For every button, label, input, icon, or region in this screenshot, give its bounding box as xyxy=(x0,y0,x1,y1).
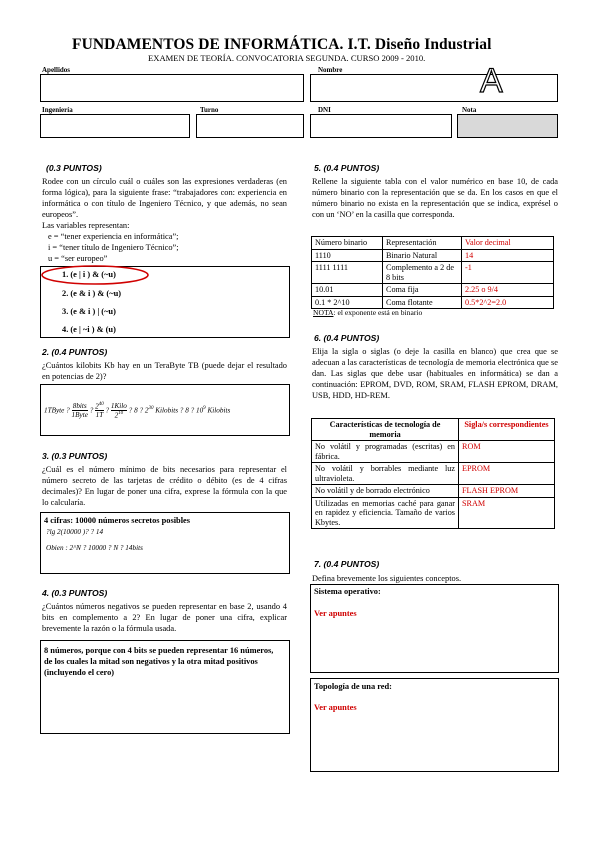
q2-text: ¿Cuántos kilobits Kb hay en un TeraByte TB (puede dejar el resultado en potencias de 2)? xyxy=(42,361,287,381)
table-row xyxy=(312,249,554,262)
q2-f-den2: 1T xyxy=(95,411,104,420)
q2-f-den3: 2 xyxy=(114,411,119,420)
q1-option-4[interactable]: 4. (e | ~i ) & (u) xyxy=(62,325,116,334)
q2-f-num1: 8bits xyxy=(72,402,87,411)
q5-r1-value[interactable]: 14 xyxy=(462,249,554,262)
answer-circle-mark xyxy=(40,264,150,286)
q2-f-den3-exp: 10 xyxy=(118,411,124,416)
nota-label: Nota xyxy=(462,106,477,114)
q5-col-binario: Número binario xyxy=(312,237,383,250)
table-row xyxy=(312,441,555,463)
q3-heading: 3. (0.3 PUNTOS) xyxy=(42,451,108,461)
exam-subtitle: EXAMEN DE TEORÍA. CONVOCATORIA SEGUNDA. CURSO 2009 - 2010. xyxy=(148,53,426,63)
q5-note xyxy=(313,308,422,317)
q2-f-unit: Kilobits xyxy=(207,406,231,415)
nombre-label: Nombre xyxy=(318,66,343,74)
apellidos-field[interactable] xyxy=(40,74,304,102)
q5-text: Rellene la siguiente tabla con el valor numérico en base 10, de cada número binario con la representación que se da. En los casos en que el número binario no exista en la representación que se indica, exprésel o con un ‘NO’ en la casilla que corresponda. xyxy=(312,177,558,219)
exam-model-letter: A xyxy=(480,62,503,100)
q2-formula xyxy=(44,402,230,419)
q7-concept2-title: Topología de una red: xyxy=(314,682,392,691)
q5-table xyxy=(311,236,554,309)
q3-formula-1: ?lg 2(10000 )? ? 14 xyxy=(46,528,104,536)
q5-heading: 5. (0.4 PUNTOS) xyxy=(314,163,380,173)
q2-f-op4: Kilobits ? 8 ? 10 xyxy=(155,406,204,415)
q7-concept1-title: Sistema operativo: xyxy=(314,587,381,596)
q1-var-e: e = “tener experiencia en informática”; xyxy=(48,232,179,241)
q1-option-2[interactable]: 2. (e & i ) & (~u) xyxy=(62,289,122,298)
nombre-field[interactable] xyxy=(310,74,558,102)
q5-r2-repr: Complemento a 2 de 8 bits xyxy=(383,262,462,284)
table-header-row xyxy=(312,419,555,441)
page-title: FUNDAMENTOS DE INFORMÁTICA. I.T. Diseño Industrial xyxy=(72,36,492,53)
q4-heading: 4. (0.3 PUNTOS) xyxy=(42,588,108,598)
q5-r3-value[interactable]: 2.25 o 9/4 xyxy=(462,284,554,297)
q6-r3-caract: No volátil y de borrado electrónico xyxy=(312,485,459,498)
table-row xyxy=(312,485,555,498)
q6-r2-caract: No volátil y borrables mediante luz ultravioleta. xyxy=(312,463,459,485)
q1-var-u: u = “ser europeo” xyxy=(48,254,108,263)
q5-r4-repr: Coma flotante xyxy=(383,296,462,309)
q1-var-i: i = “tener título de Ingeniero Técnico”; xyxy=(48,243,179,252)
q6-heading: 6. (0.4 PUNTOS) xyxy=(314,333,380,343)
q3-formula-2: Obien : 2^N ? 10000 ? N ? 14bits xyxy=(46,544,143,552)
q5-r4-binary: 0.1 * 2^10 xyxy=(312,296,383,309)
table-row xyxy=(312,262,554,284)
q5-note-label: NOTA xyxy=(313,308,334,317)
q5-r4-value[interactable]: 0.5*2^2=2.0 xyxy=(462,296,554,309)
ingenieria-label: Ingeniería xyxy=(42,106,73,114)
q5-note-text: : el exponente está en binario xyxy=(333,308,423,317)
q2-f-op3: ? 8 ? 2 xyxy=(128,406,149,415)
q5-r2-value[interactable]: -1 xyxy=(462,262,554,284)
table-row xyxy=(312,497,555,529)
q2-f-op1: ? xyxy=(89,406,94,415)
turno-field[interactable] xyxy=(196,114,304,138)
table-row xyxy=(312,296,554,309)
q6-r3-sigla[interactable]: FLASH EPROM xyxy=(459,485,555,498)
q6-r1-sigla[interactable]: ROM xyxy=(459,441,555,463)
q2-f-exp9: 9 xyxy=(203,405,206,411)
q6-col-caract: Características de tecnología de memoria xyxy=(312,419,459,441)
q5-col-representacion: Representación xyxy=(383,237,462,250)
q2-f-num2-exp: 40 xyxy=(98,402,104,407)
apellidos-label: Apellidos xyxy=(42,66,71,74)
q4-answer: 8 números, porque con 4 bits se pueden representar 16 números, de los cuales la mitad son negativos y la otra mitad positivos (incluyendo el cero) xyxy=(44,646,274,677)
table-header-row xyxy=(312,237,554,250)
q2-f-num2: 2 xyxy=(95,402,99,411)
dni-label: DNI xyxy=(318,106,331,114)
q1-option-3[interactable]: 3. (e & i ) | (~u) xyxy=(62,307,116,316)
q7-concept2-box xyxy=(310,678,559,772)
q7-concept2-answer: Ver apuntes xyxy=(314,703,357,712)
q2-f-a: 1TByte ? xyxy=(44,406,70,415)
q2-heading: 2. (0.4 PUNTOS) xyxy=(42,347,108,357)
q7-text: Defina brevemente los siguientes conceptos. xyxy=(312,574,462,583)
q2-f-op2: ? xyxy=(105,406,110,415)
q6-r1-caract: No volátil y programadas (escritas) en fábrica. xyxy=(312,441,459,463)
q2-f-num3: 1Kilo xyxy=(110,402,127,410)
q4-text: ¿Cuántos números negativos se pueden representar en base 2, usando 4 bits en complemento a 2? En lugar de poner una cifra, explicar brevemente la razón o la fórmula usada. xyxy=(42,602,287,633)
q2-f-exp30: 30 xyxy=(148,405,154,411)
q7-heading: 7. (0.4 PUNTOS) xyxy=(314,559,380,569)
turno-label: Turno xyxy=(200,106,219,114)
q1-option-1[interactable]: 1. (e | i ) & (~u) xyxy=(62,270,116,279)
q5-col-valor: Valor decimal xyxy=(462,237,554,250)
q6-r4-caract: Utilizadas en memorias caché para ganar en rapidez y eficiencia. Tamaño de varios Kbytes. xyxy=(312,497,459,529)
q5-r3-repr: Coma fija xyxy=(383,284,462,297)
table-row xyxy=(312,284,554,297)
q5-r3-binary: 10.01 xyxy=(312,284,383,297)
q2-f-den1: 1Byte xyxy=(71,411,88,420)
q1-vars-title: Las variables representan: xyxy=(42,221,130,230)
table-row xyxy=(312,463,555,485)
q5-r2-binary: 1111 1111 xyxy=(312,262,383,284)
q6-table xyxy=(311,418,555,529)
q5-r1-binary: 1110 xyxy=(312,249,383,262)
q1-text: Rodee con un círculo cuál o cuáles son las expresiones verdaderas (en forma lógica), para la siguiente frase: “trabajadores con: experiencia en informática o con título de Ingeniero Técnico, y que además, no sean europeos”. xyxy=(42,177,287,219)
nota-field xyxy=(457,114,558,138)
q3-text: ¿Cuál es el número mínimo de bits necesarios para representar el número secreto de las tarjetas de crédito o débito (es de 4 cifras decimales)? En lugar de poner una cifra, exprese la fórmula con la que lo calcularía. xyxy=(42,465,287,507)
ingenieria-field[interactable] xyxy=(40,114,190,138)
q3-answer: 4 cifras: 10000 números secretos posibles xyxy=(44,516,191,525)
q7-concept1-box xyxy=(310,584,559,673)
q7-concept1-answer: Ver apuntes xyxy=(314,609,357,618)
dni-field[interactable] xyxy=(310,114,452,138)
q5-r1-repr: Binario Natural xyxy=(383,249,462,262)
q1-heading: (0.3 PUNTOS) xyxy=(46,163,102,173)
q6-r2-sigla[interactable]: EPROM xyxy=(459,463,555,485)
q6-col-sigla: Sigla/s correspondientes xyxy=(459,419,555,441)
q6-text: Elija la sigla o siglas (o deje la casilla en blanco) que crea que se adecuan a las características de tecnología de memoria electrónica que se dan. Las siglas que debe usar (habituales en informática) se dan a continuación: EPROM, DVD, ROM, SRAM, FLASH EPROM, DRAM, USB, HDD, HD-REM. xyxy=(312,347,558,400)
q6-r4-sigla[interactable]: SRAM xyxy=(459,497,555,529)
